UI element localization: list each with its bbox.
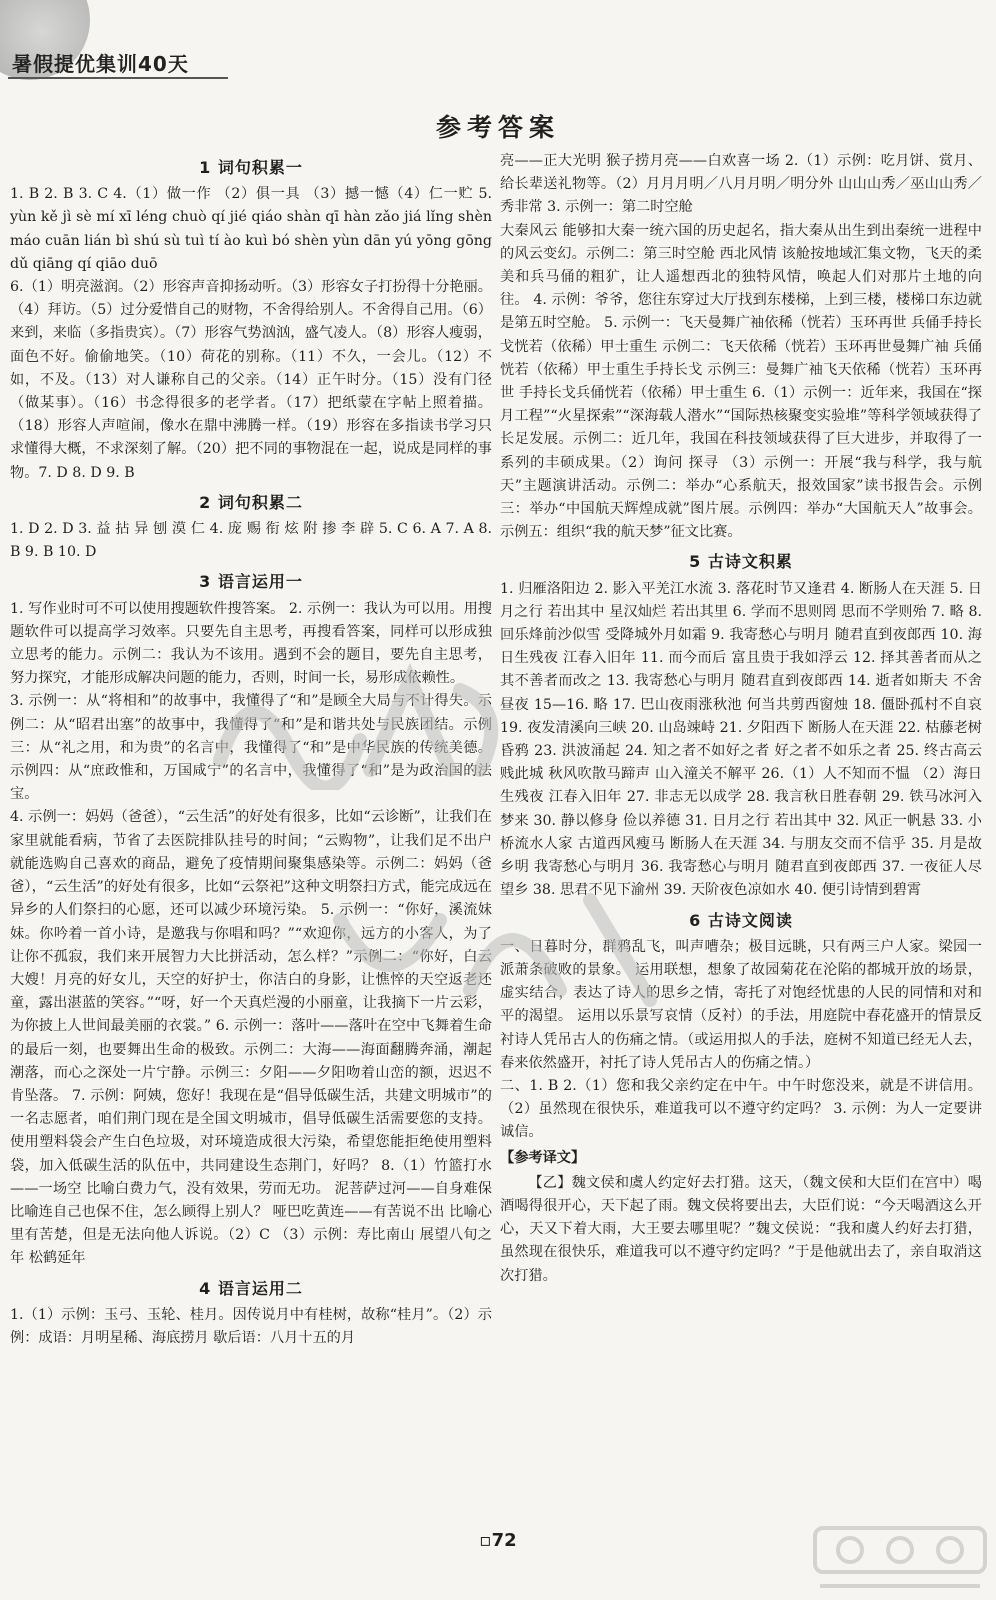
answer-paragraph: 大秦风云 能够扣大秦一统六国的历史起名，指大秦从出生到出秦统一进程中的风云变幻。示例二：第三时空舱 西北风情 该舱按地域汇集文物，飞天的柔美和兵马俑的粗犷，让人遥想西北的独特风情，唤起人们对那片土地的向往。 4. 示例：爷爷，您往东穿过大厅找到东楼梯，上到三楼，楼梯口东边就是第五时空舱。 5. 示例一：飞天曼舞广袖依稀（恍若）玉环再世 兵俑手持长戈恍若（依稀）甲士重生 示例二：飞天依稀（恍若）玉环再世曼舞广袖 兵俑恍若（依稀）甲士重生手持长戈 示例三：曼舞广袖飞天依稀（恍若）玉环再世 手持长戈兵俑恍若（依稀）甲士重生 6.（1）示例一：近年来，我国在“探月工程”“火星探索”“深海载人潜水”“国际热核聚变实验堆”等科学领域获得了长足发展。示例二：近几年，我国在科技领域获得了巨大进步，并取得了一系列的丰硕成果。（2）询问 探寻 （3）示例一：开展“我与科学，我与航天”主题演讲活动。示例二：举办“心系航天，报效国家”读书报告会。示例三：举办“中国航天辉煌成就”图片展。示例四：举办“大国航天人”故事会。示例五：组织“我的航天梦”征文比赛。 bbox=[500, 222, 982, 541]
answer-paragraph: 亮——正大光明 猴子捞月亮——白欢喜一场 2.（1）示例：吃月饼、赏月、给长辈送礼物等。（2）月月月明／八月月明／明分外 山山山秀／巫山山秀／秀非常 3. 示例一：第二时空舱 bbox=[500, 153, 982, 216]
section-heading: 4 语言运用二 bbox=[199, 1278, 303, 1298]
section-heading: 2 词句积累二 bbox=[199, 492, 303, 512]
section-heading: 6 古诗文阅读 bbox=[689, 910, 793, 930]
answer-paragraph: 1. D 2. D 3. 益 拈 异 刨 漠 仁 4. 庞 赐 衔 炫 附 掺 李 辟 5. C 6. A 7. A 8. B 9. B 10. D bbox=[10, 521, 492, 561]
answer-paragraph: 1. B 2. B 3. C 4.（1）做一作 （2）俱一具 （3）撼一憾（4）仁一贮 5. yùn kě jì sè mí xī léng chuò qí jié qiáo shàn qī hàn zǎo jiá lǐng shèn máo cuān lián bì shú sù tuì tí ào kuì bó shèn yùn dān yú yōng gōng dǔ qiāng qí qiāo duō bbox=[10, 186, 492, 272]
answer-paragraph: 1. 归雁洛阳边 2. 影入平羌江水流 3. 落花时节又逢君 4. 断肠人在天涯 5. 日月之行 若出其中 星汉灿烂 若出其里 6. 学而不思则罔 思而不学则殆 7. 略 8. 回乐烽前沙似雪 受降城外月如霜 9. 我寄愁心与明月 随君直到夜郎西 10. 海日生残夜 江春入旧年 11. 而今而后 富且贵于我如浮云 12. 择其善者而从之 其不善者而改之 13. 我寄愁心与明月 随君直到夜郎西 14. 逝者如斯夫 不舍昼夜 15—16. 略 17. 巴山夜雨涨秋池 何当共剪西窗烛 18. 僵卧孤村不自哀 19. 夜发清溪向三峡 20. 山岛竦峙 21. 夕阳西下 断肠人在天涯 22. 枯藤老树昏鸦 23. 洪波涌起 24. 知之者不如好之者 好之者不如乐之者 25. 终古高云贱此城 秋风吹散马蹄声 山入潼关不解平 26.（1）人不知而不愠 （2）海日生残夜 江春入旧年 27. 非志无以成学 28. 我言秋日胜春朝 29. 铁马冰河入梦来 30. 静以修身 俭以养德 31. 日月之行 若出其中 32. 风正一帆悬 33. 小桥流水人家 古道西风瘦马 断肠人在天涯 34. 与朋友交而不信乎 35. 月是故乡明 我寄愁心与明月 36. 我寄愁心与明月 随君直到夜郎西 37. 一夜征人尽望乡 38. 思君不见下渝州 39. 天阶夜色凉如水 40. 便引诗情到碧霄 bbox=[500, 580, 982, 899]
answer-paragraph: 6.（1）明亮滋润。（2）形容声音抑扬动听。（3）形容女子打扮得十分艳丽。（4）拜访。（5）过分爱惜自己的财物，不舍得给别人。不舍得自己用。（6）来到，来临（多指贵宾）。（7）形容气势汹汹，盛气凌人。（8）形容人瘦弱，面色不好。偷偷地笑。（10）荷花的别称。（11）不久，一会儿。（12）不如，不及。（13）对人谦称自己的父亲。（14）正午时分。（15）没有门径（做某事）。（16）书念得很多的老学者。（17）把纸蒙在字帖上照着描。（18）形容人声喧闹，像水在鼎中沸腾一样。（19）形容在多指读书学习只求懂得大概，不求深刻了解。（20）把不同的事物混在一起，说成是同样的事物。7. D 8. D 9. B bbox=[10, 279, 492, 481]
answer-paragraph: 1.（1）示例：玉弓、玉轮、桂月。因传说月中有桂树，故称“桂月”。（2）示例：成语：月明星稀、海底捞月 歇后语：八月十五的月 bbox=[10, 1306, 492, 1346]
answer-paragraph: 4. 示例一：妈妈（爸爸），“云生活”的好处有很多，比如“云诊断”，让我们在家里就能看病，节省了去医院排队挂号的时间；“云购物”，让我们足不出户就能选购自己喜欢的商品，避免了疫情期间聚集感染等。示例二：妈妈（爸爸），“云生活”的好处有很多，比如“云祭祀”这种文明祭扫方式，能完成远在异乡的人们祭扫的心愿，还可以减少环境污染。 5. 示例一：“你好，溪流妹妹。你吟着一首小诗，是邀我与你唱和吗？”“欢迎你，远方的小客人，为了让你不孤寂，我们来开展智力大比拼活动，怎么样？”示例二：“你好，白云大嫂！月亮的好女儿，天空的好护士，你洁白的身影，让憔悴的天空返老还童，露出湛蓝的笑容。”“呀，好一个天真烂漫的小丽童，让我摘下一片云彩，为你披上人世间最美丽的衣裳。” 6. 示例一：落叶——落叶在空中飞舞着生命的最后一刻，也要舞出生命的极致。示例二：大海——海面翻腾奔涌，潮起潮落，而心之深处一片宁静。示例三：夕阳——夕阳吻着山峦的额，迟迟不肯坠落。 7. 示例：阿姨，您好！我现在是“倡导低碳生活，共建文明城市”的一名志愿者，咱们荆门现在是全国文明城市，倡导低碳生活需要您的支持。使用塑料袋会产生白色垃圾，对环境造成很大污染，希望您能拒绝使用塑料袋，加入低碳生活的队伍中，共同建设生态荆门，好吗？ 8.（1）竹篮打水——一场空 比喻白费力气，没有效果，劳而无功。 泥菩萨过河——自身难保 比喻连自己也保不住，怎么顾得上别人？ 哑巴吃黄连——有苦说不出 比喻心里有苦楚，但是无法向他人诉说。（2）C （3）示例：寿比南山 展望八旬之年 松鹤延年 bbox=[10, 809, 492, 1267]
page-number: ▫72 bbox=[479, 1530, 517, 1551]
answer-paragraph: 1. 写作业时可不可以使用搜题软件搜答案。 2. 示例一：我认为可以用。用搜题软件可以提高学习效率。只要先自主思考，再搜看答案，同样可以形成独立思考的能力。示例二：我认为不该用。遇到不会的题目，要先自主思考，努力探究，才能形成解决问题的能力，否则，时间一长，易形成依赖性。 bbox=[10, 600, 492, 687]
answer-paragraph: 【乙】魏文侯和虞人约定好去打猎。这天，（魏文侯和大臣们在宫中）喝酒喝得很开心，天下起了雨。魏文侯将要出去，大臣们说：“今天喝酒这么开心，天又下着大雨，大王要去哪里呢？”魏文侯说：“我和虞人约好去打猎，虽然现在很快乐，难道我可以不遵守约定吗？”于是他就出去了，亲自取消这次打猎。 bbox=[500, 1174, 982, 1284]
section-heading: 1 词句积累一 bbox=[199, 158, 303, 177]
left-column bbox=[10, 150, 492, 1350]
answer-paragraph: 一、日暮时分，群鸦乱飞，叫声嘈杂；极目远眺，只有两三户人家。梁园一派萧条破败的景象。 运用联想，想象了故园菊花在沦陷的都城开放的场景，虚实结合，表达了诗人的思乡之情，寄托了对饱经忧患的人民的同情和对和平的渴望。 运用以乐景写哀情（反衬）的手法，用庭院中春花盛开的情景反衬诗人凭吊古人的伤痛之情。（或运用拟人的手法，庭树不知道已经无人去，春来依然盛开，衬托了诗人凭吊古人的伤痛之情。） bbox=[500, 938, 982, 1071]
page-title: 参考答案 bbox=[435, 113, 560, 142]
book-title: 暑假提优集训40天 bbox=[12, 52, 189, 76]
section-heading: 3 语言运用一 bbox=[199, 572, 303, 592]
title-underline bbox=[8, 77, 228, 79]
answer-paragraph: 二、1. B 2.（1）您和我父亲约定在中午。中午时您没来，就是不讲信用。（2）虽然现在很快乐，难道我可以不遵守约定吗？ 3. 示例：为人一定要讲诚信。 bbox=[500, 1077, 982, 1141]
section-heading: 5 古诗文积累 bbox=[689, 552, 793, 572]
reference-label: 【参考译文】 bbox=[500, 1149, 586, 1166]
site-logo bbox=[810, 1520, 990, 1595]
answer-paragraph: 3. 示例一：从“将相和”的故事中，我懂得了“和”是顾全大局与不计得失。示例二：从“昭君出塞”的故事中，我懂得了“和”是和谐共处与民族团结。示例三：从“礼之用，和为贵”的名言中，我懂得了“和”是中华民族的传统美德。示例四：从“庶政惟和，万国咸宁”的名言中，我懂得了“和”是为政治国的法宝。 bbox=[10, 693, 492, 803]
right-column bbox=[500, 150, 982, 1288]
